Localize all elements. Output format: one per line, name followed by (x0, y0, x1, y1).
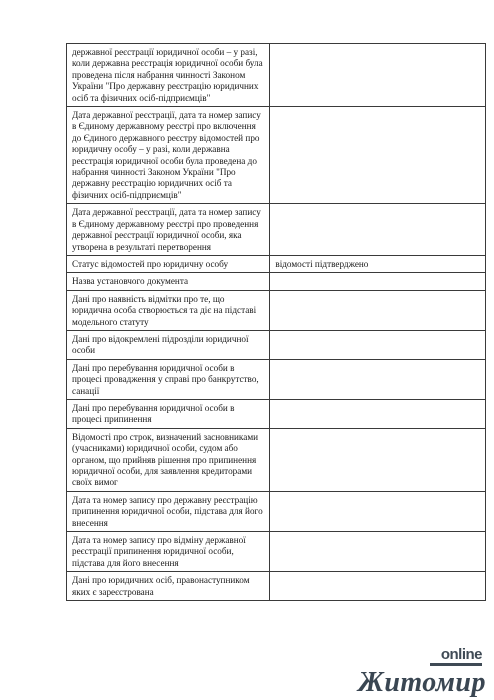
field-value-cell (270, 491, 486, 531)
field-value-cell (270, 330, 486, 359)
registry-extract-table (66, 43, 486, 601)
table-row (67, 359, 486, 399)
table-row (67, 330, 486, 359)
watermark-city-name: Житомир (358, 667, 486, 698)
table-row (67, 428, 486, 491)
table-row (67, 290, 486, 330)
field-label-cell: Дата державної реєстрації, дата та номер запису в Єдиному державному реєстрі про включення до Єдиного державного реєстру відомостей про юридичну особу – у разі, коли державна реєстрація юридичної особи була проведена до набрання чинності Законом України "Про державну реєстрацію юридичних осіб та фізичних осіб-підприємців" (67, 107, 270, 204)
field-value-cell (270, 204, 486, 256)
field-value-cell (270, 290, 486, 330)
zhitomir-online-watermark-logo (310, 646, 486, 698)
field-label-cell: Дані про відокремлені підрозділи юридичної особи (67, 330, 270, 359)
field-label-cell: Дані про юридичних осіб, правонаступником яких є зареєстрована (67, 572, 270, 601)
field-label-cell: Дата державної реєстрації, дата та номер запису в Єдиному державному реєстрі про проведення державної реєстрації юридичної особи, яка утворена в результаті перетворення (67, 204, 270, 256)
table-row (67, 399, 486, 428)
field-value-cell (270, 44, 486, 107)
field-value-cell (270, 532, 486, 572)
field-label-cell: Відомості про строк, визначений засновниками (учасниками) юридичної особи, судом або органом, що прийняв рішення про припинення юридичної особи, для заявлення кредиторами своїх вимог (67, 428, 270, 491)
watermark-underline (430, 663, 482, 666)
table-row (67, 491, 486, 531)
field-label-cell: державної реєстрації юридичної особи – у разі, коли державна реєстрація юридичної особи була проведена після набрання чинності Законом України "Про державну реєстрацію юридичних осіб та фізичних осіб-підприємців" (67, 44, 270, 107)
field-value-cell (270, 273, 486, 290)
watermark-online-text: online (440, 646, 482, 663)
field-value-cell (270, 399, 486, 428)
table-body (67, 44, 486, 601)
table-row (67, 273, 486, 290)
field-label-cell: Дата та номер запису про відміну державної реєстрації припинення юридичної особи, підстава для його внесення (67, 532, 270, 572)
field-label-cell: Статус відомостей про юридичну особу (67, 255, 270, 272)
field-label-cell: Дані про наявність відмітки про те, що юридична особа створюється та діє на підставі модельного статуту (67, 290, 270, 330)
table-row (67, 255, 486, 272)
table-row (67, 44, 486, 107)
table-row (67, 204, 486, 256)
field-label-cell: Дата та номер запису про державну реєстрацію припинення юридичної особи, підстава для його внесення (67, 491, 270, 531)
table-row (67, 532, 486, 572)
field-label-cell: Назва установчого документа (67, 273, 270, 290)
field-value-cell: відомості підтверджено (270, 255, 486, 272)
table-row (67, 107, 486, 204)
field-value-cell (270, 107, 486, 204)
field-label-cell: Дані про перебування юридичної особи в процесі припинення (67, 399, 270, 428)
field-value-cell (270, 359, 486, 399)
table-row (67, 572, 486, 601)
field-value-cell (270, 572, 486, 601)
field-value-cell (270, 428, 486, 491)
field-label-cell: Дані про перебування юридичної особи в процесі провадження у справі про банкрутство, санації (67, 359, 270, 399)
